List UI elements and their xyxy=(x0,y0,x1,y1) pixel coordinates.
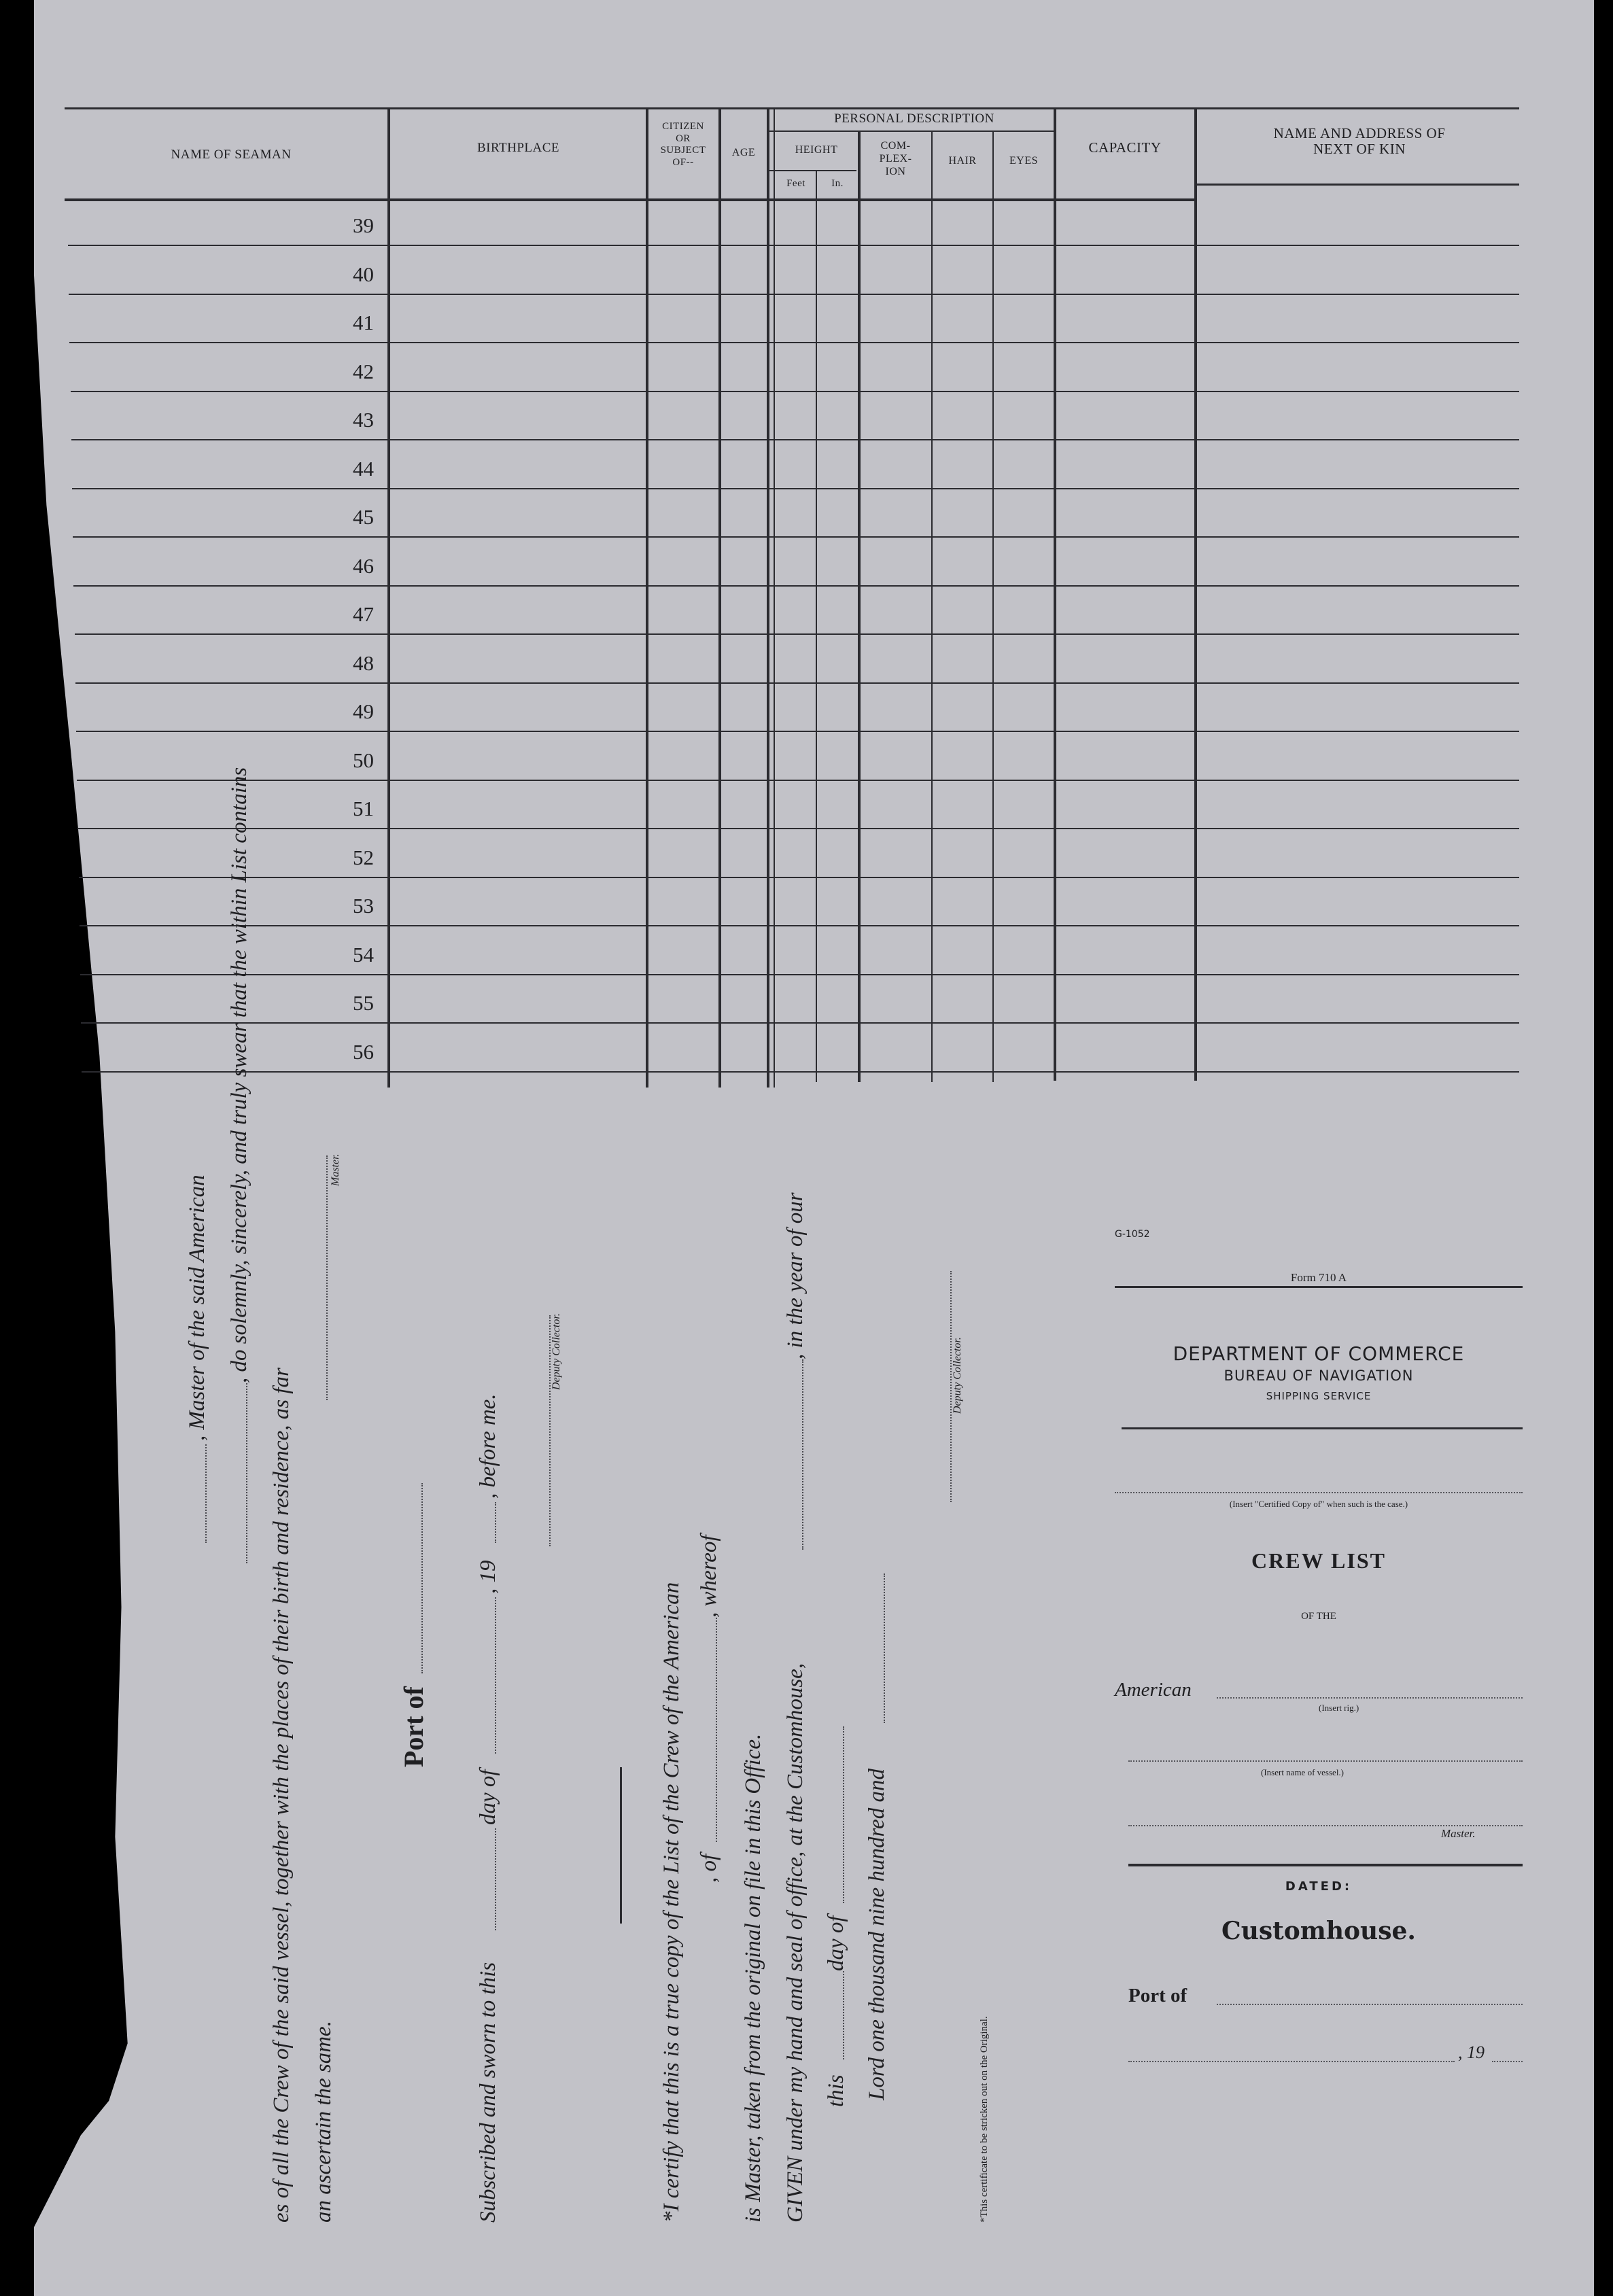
header-next-of-kin: NAME AND ADDRESS OF NEXT OF KIN xyxy=(1273,125,1446,158)
table-row-rule xyxy=(76,731,1519,732)
deputy-collector-label-2: Deputy Collector. xyxy=(952,1337,963,1414)
table-row-rule xyxy=(71,391,1519,392)
header-inches: In. xyxy=(831,178,844,189)
row-number: 45 xyxy=(353,505,374,529)
row-number: 51 xyxy=(353,797,374,820)
master-blank xyxy=(1128,1825,1523,1826)
date-blank-right xyxy=(1128,2061,1455,2062)
customhouse-label: Customhouse. xyxy=(1221,1917,1416,1945)
table-row-rule xyxy=(73,585,1519,587)
header-hair: HAIR xyxy=(948,155,977,167)
port-of-heading: Port of xyxy=(398,1686,429,1767)
row-number: 46 xyxy=(353,553,374,578)
port-of-blank xyxy=(421,1483,423,1673)
personal-desc-rule xyxy=(768,131,1054,132)
height-sub-rule xyxy=(768,170,856,171)
whereof-text: , whereof xyxy=(697,1535,721,1618)
col-divider-feet xyxy=(816,171,817,1082)
header-capacity: CAPACITY xyxy=(1088,139,1162,156)
form-code: G-1052 xyxy=(1115,1229,1150,1240)
vessel-name-blank xyxy=(1128,1760,1523,1762)
table-row-rule xyxy=(80,974,1519,975)
col-divider-eyes xyxy=(1054,109,1056,1081)
oath-line-2: , do solemnly, sincerely, and truly swear that the within List contains xyxy=(227,767,252,1383)
department-name: DEPARTMENT OF COMMERCE xyxy=(1173,1342,1465,1365)
header-citizen: CITIZEN OR SUBJECT OF-- xyxy=(660,121,706,169)
row-number: 50 xyxy=(353,748,374,772)
master-signature-blank-2 xyxy=(246,1383,247,1563)
row-number: 40 xyxy=(353,262,374,286)
header-bottom-rule xyxy=(65,198,1196,201)
crew-list-title: CREW LIST xyxy=(1251,1548,1386,1573)
table-row-rule xyxy=(71,439,1519,440)
table-row-rule xyxy=(73,536,1519,538)
header-name-of-seaman: NAME OF SEAMAN xyxy=(171,147,292,162)
table-row-rule xyxy=(75,682,1519,684)
row-number: 42 xyxy=(353,359,374,383)
header-birthplace: BIRTHPLACE xyxy=(476,141,560,155)
before-me-text: , before me. xyxy=(476,1393,500,1499)
col-divider-complexion xyxy=(931,131,933,1082)
row-number: 52 xyxy=(353,845,374,869)
given-year-blank xyxy=(884,1573,885,1723)
col-divider-height xyxy=(774,109,775,1088)
of-text: , of xyxy=(697,1854,721,1883)
subscribed-year-blank xyxy=(495,1502,496,1543)
certificate-line-2: is Master, taken from the original on file in this Office. xyxy=(741,1733,765,2223)
year-text: , 19 xyxy=(476,1560,500,1594)
dated-label: DATED: xyxy=(1285,1879,1353,1894)
table-row-rule xyxy=(72,488,1519,489)
certificate-line-1: *I certify that this is a true copy of the List of the Crew of the American xyxy=(659,1582,684,2223)
table-row-rule xyxy=(68,245,1519,246)
section-separator xyxy=(620,1767,622,1924)
col-divider-capacity xyxy=(1194,109,1197,1081)
rig-blank xyxy=(1217,1697,1523,1699)
row-number: 43 xyxy=(353,408,374,432)
master-bottom-rule xyxy=(1128,1864,1523,1866)
row-number: 56 xyxy=(353,1039,374,1064)
subscribed-text: Subscribed and sworn to this xyxy=(476,1962,500,2223)
master-signature-line xyxy=(326,1155,328,1400)
insert-rig-note: (Insert rig.) xyxy=(1319,1703,1359,1713)
row-number: 54 xyxy=(353,942,374,967)
table-row-rule xyxy=(80,925,1519,926)
certified-copy-blank xyxy=(1115,1492,1523,1493)
table-row-rule xyxy=(79,877,1519,878)
row-number: 39 xyxy=(353,213,374,237)
header-eyes: EYES xyxy=(1009,155,1038,167)
row-number: 47 xyxy=(353,602,374,626)
port-blank-right xyxy=(1217,2004,1523,2005)
header-complexion: COM- PLEX- ION xyxy=(879,140,912,178)
dept-bottom-rule xyxy=(1122,1427,1523,1429)
given-text: GIVEN under my hand and seal of office, at the Customhouse, xyxy=(783,1663,808,2223)
american-label: American xyxy=(1115,1679,1192,1701)
lord-text: Lord one thousand nine hundred and xyxy=(865,1769,889,2100)
table-row-rule xyxy=(69,294,1519,295)
oath-line-3: es of all the Crew of the said vessel, together with the places of their birth and residence, as far xyxy=(269,1368,294,2223)
col-divider-age xyxy=(718,109,721,1088)
row-number: 41 xyxy=(353,311,374,334)
day-of-text: day of xyxy=(476,1769,500,1825)
port-of-label-right: Port of xyxy=(1128,1985,1187,2006)
bureau-name: BUREAU OF NAVIGATION xyxy=(1224,1368,1414,1384)
in-year-text: , in the year of our xyxy=(783,1192,808,1359)
col-divider-inches xyxy=(858,131,861,1082)
year-label-right: , 19 xyxy=(1458,2042,1485,2062)
given-month-blank xyxy=(843,1726,844,1903)
oath-line-1: , Master of the said American xyxy=(185,1175,209,1441)
subscribed-day-blank xyxy=(495,1828,496,1930)
deputy-collector-label-1: Deputy Collector. xyxy=(551,1313,562,1390)
table-row-rule xyxy=(82,1071,1519,1073)
master-name-blank xyxy=(205,1444,207,1543)
col-divider-citizen xyxy=(646,109,648,1088)
insert-vessel-note: (Insert name of vessel.) xyxy=(1261,1767,1345,1777)
year-blank-right xyxy=(1492,2061,1523,2062)
kin-header-rule xyxy=(1196,184,1519,186)
day-of-text-2: day of xyxy=(824,1915,848,1971)
given-customhouse-blank xyxy=(802,1359,803,1550)
row-number: 44 xyxy=(353,456,374,481)
row-number: 49 xyxy=(353,699,374,723)
table-row-rule xyxy=(77,780,1519,781)
table-row-rule xyxy=(75,633,1519,635)
this-text: this xyxy=(824,2074,848,2107)
given-day-blank xyxy=(843,1971,844,2059)
master-label: Master. xyxy=(330,1153,341,1186)
service-name: SHIPPING SERVICE xyxy=(1266,1390,1372,1402)
subscribed-month-blank xyxy=(495,1597,496,1754)
table-row-rule xyxy=(81,1022,1519,1024)
col-divider-birthplace xyxy=(387,109,390,1088)
header-personal-description: PERSONAL DESCRIPTION xyxy=(834,111,994,126)
certificate-footnote: *This certificate to be stricken out on the Original. xyxy=(979,2016,990,2223)
table-top-rule xyxy=(65,107,1519,109)
col-divider-hair xyxy=(992,131,994,1082)
dept-top-rule xyxy=(1115,1286,1523,1288)
table-row-rule xyxy=(77,828,1519,829)
header-feet: Feet xyxy=(786,178,805,189)
of-the-label: OF THE xyxy=(1301,1611,1336,1622)
row-number: 48 xyxy=(353,650,374,675)
table-row-rule xyxy=(69,342,1519,343)
row-number: 53 xyxy=(353,894,374,918)
oath-line-4: an ascertain the same. xyxy=(311,2021,336,2223)
form-number: Form 710 A xyxy=(1290,1271,1347,1284)
col-divider-personal xyxy=(767,109,769,1088)
header-height: HEIGHT xyxy=(795,144,838,156)
header-age: AGE xyxy=(731,147,756,158)
certificate-port-blank xyxy=(716,1618,717,1842)
insert-certified-note: (Insert "Certified Copy of" when such is the case.) xyxy=(1229,1499,1408,1509)
row-number: 55 xyxy=(353,991,374,1015)
master-label-right: Master. xyxy=(1441,1827,1476,1840)
